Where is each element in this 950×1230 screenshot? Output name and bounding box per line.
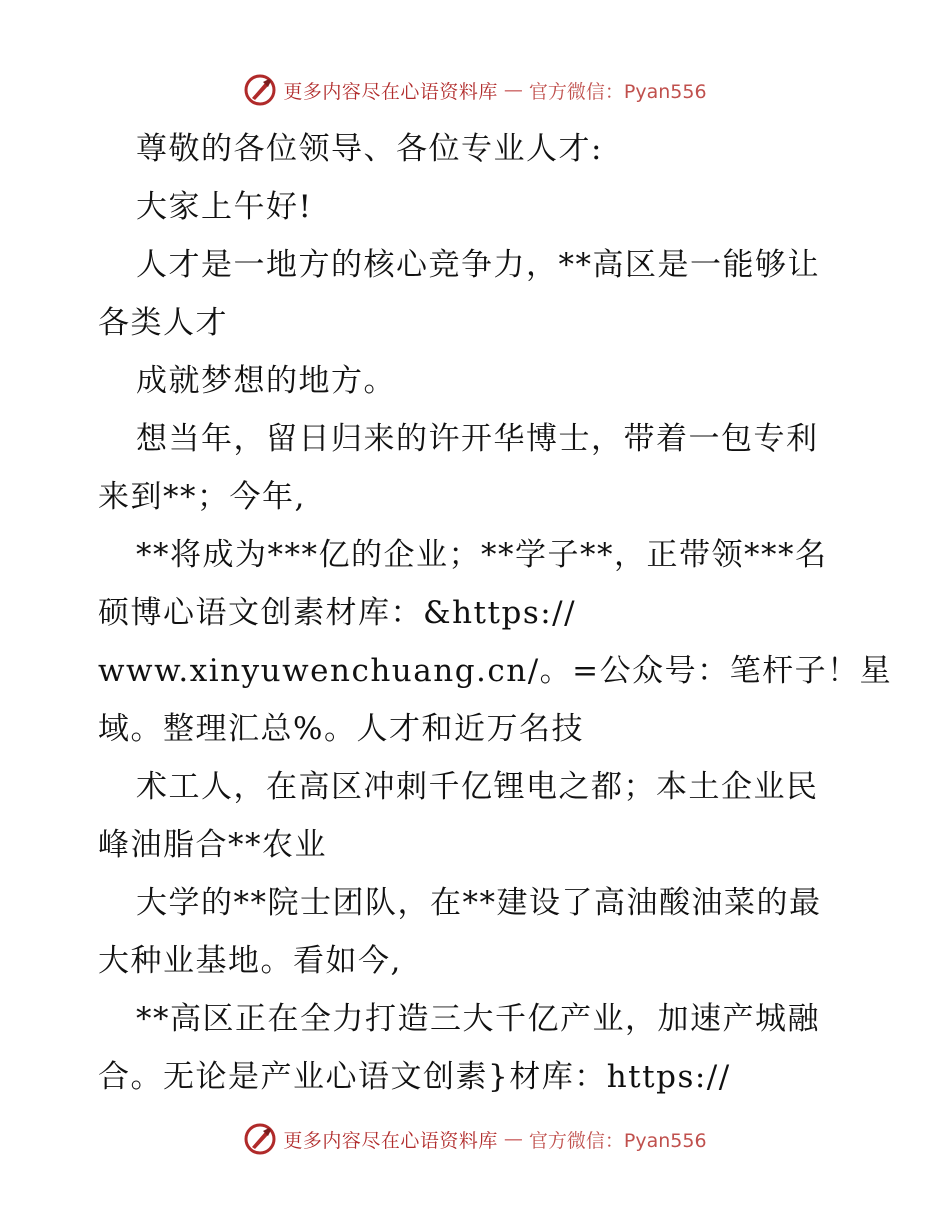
header-separator: — [503, 79, 523, 101]
body-line: 人才是一地方的核心竞争力，**高区是一能够让 [136, 247, 820, 283]
document-body [98, 120, 898, 1106]
body-line: **高区正在全力打造三大千亿产业，加速产城融 [136, 1001, 820, 1037]
body-line: 域。整理汇总%。人才和近万名技 [98, 711, 584, 747]
body-line: 峰油脂合**农业 [98, 827, 327, 863]
body-line: 大家上午好! [136, 189, 313, 225]
body-line: www.xinyuwenchuang.cn/。=公众号：笔杆子！星 [98, 653, 893, 689]
body-line: 大学的**院士团队，在**建设了高油酸油菜的最 [136, 885, 822, 921]
footer-site-text: 更多内容尽在心语资料库 [283, 1129, 498, 1152]
pen-circle-logo-icon [243, 73, 277, 107]
body-line: 合。无论是产业心语文创素}材库：https:// [98, 1059, 731, 1095]
body-line: 来到**；今年, [98, 479, 306, 515]
body-line: 硕博心语文创素材库：&https:// [98, 595, 577, 631]
footer-banner [0, 1119, 950, 1159]
body-line: 想当年，留日归来的许开华博士，带着一包专利 [136, 421, 819, 457]
footer-separator: — [503, 1128, 523, 1150]
header-banner [0, 70, 950, 110]
body-line: 术工人，在高区冲刺千亿锂电之都；本土企业民 [136, 769, 819, 805]
body-line: 成就梦想的地方。 [136, 363, 396, 399]
header-site-text: 更多内容尽在心语资料库 [283, 80, 498, 103]
body-line: 尊敬的各位领导、各位专业人才: [136, 131, 603, 167]
pen-circle-logo-icon [243, 1122, 277, 1156]
body-line: **将成为***亿的企业；**学子**，正带领***名 [136, 537, 828, 573]
body-line: 各类人才 [98, 305, 228, 341]
header-wechat-label: 官方微信：Pyan556 [528, 80, 707, 103]
body-line: 大种业基地。看如今, [98, 943, 402, 979]
footer-wechat-label: 官方微信：Pyan556 [528, 1129, 707, 1152]
